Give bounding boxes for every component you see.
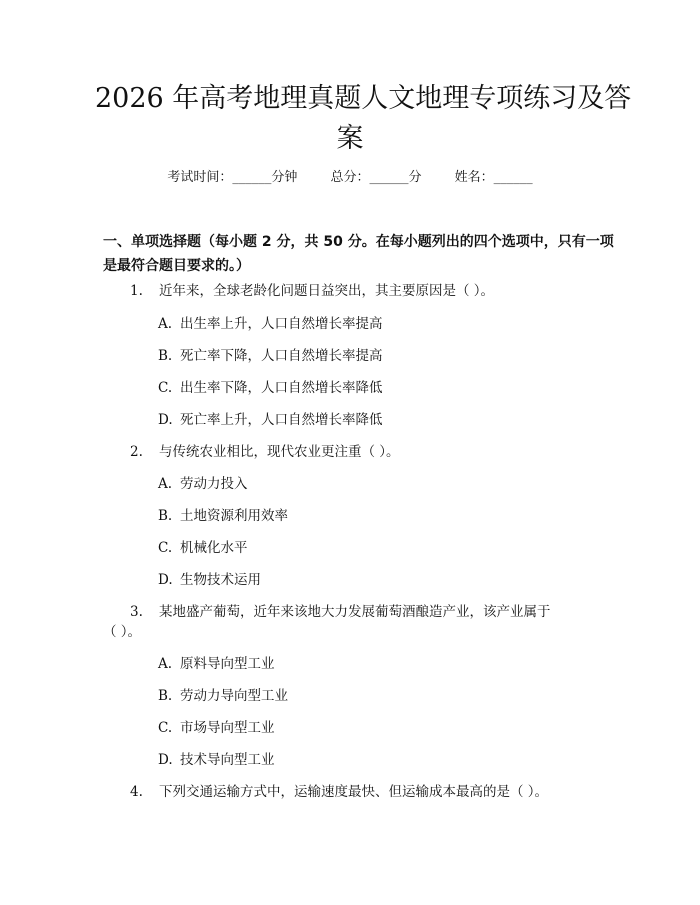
- option-text: 机械化水平: [180, 540, 248, 556]
- option-letter: B.: [158, 508, 173, 524]
- title-line-2: 案: [336, 123, 364, 154]
- option-2b: [158, 506, 288, 526]
- option-1d: [158, 410, 383, 430]
- option-1a: [158, 314, 383, 334]
- option-text: 市场导向型工业: [180, 720, 275, 736]
- option-letter: A.: [158, 316, 173, 332]
- option-1b: [158, 346, 383, 366]
- option-letter: A.: [158, 656, 173, 672]
- option-text: 技术导向型工业: [180, 752, 275, 768]
- option-text: 劳动力投入: [180, 476, 248, 492]
- section-heading-line-1: 一、单项选择题（每小题 2 分，共 50 分。在每小题列出的四个选项中，只有一项: [103, 234, 614, 250]
- option-text: 劳动力导向型工业: [180, 688, 288, 704]
- question-text: 下列交通运输方式中，运输速度最快、但运输成本最高的是（ ）。: [159, 784, 549, 800]
- option-text: 生物技术运用: [180, 572, 261, 588]
- question-number: 3.: [130, 604, 143, 620]
- question-number: 1.: [130, 283, 143, 299]
- question-text: 某地盛产葡萄，近年来该地大力发展葡萄酒酿造产业，该产业属于: [159, 604, 551, 620]
- option-letter: C.: [158, 540, 173, 556]
- option-text: 出生率上升，人口自然增长率提高: [180, 316, 383, 332]
- section-heading: [103, 230, 614, 278]
- option-2c: [158, 538, 248, 558]
- option-letter: B.: [158, 688, 173, 704]
- option-letter: A.: [158, 476, 173, 492]
- name-field: 姓名：______: [454, 170, 533, 185]
- question-number: 4.: [130, 784, 143, 800]
- option-text: 原料导向型工业: [180, 656, 275, 672]
- option-letter: B.: [158, 348, 173, 364]
- page-title: [95, 79, 632, 159]
- option-3c: [158, 718, 275, 738]
- option-letter: C.: [158, 720, 173, 736]
- option-3a: [158, 654, 275, 674]
- section-heading-line-2: 是最符合题目要求的。）: [103, 258, 250, 274]
- option-3b: [158, 686, 288, 706]
- option-letter: D.: [158, 412, 173, 428]
- option-letter: D.: [158, 572, 173, 588]
- exam-meta: [0, 168, 700, 188]
- question-text: 近年来，全球老龄化问题日益突出，其主要原因是（ ）。: [159, 283, 495, 299]
- title-line-1: 2026 年高考地理真题人文地理专项练习及答: [95, 83, 632, 114]
- option-3d: [158, 750, 275, 770]
- option-text: 死亡率上升，人口自然增长率降低: [180, 412, 383, 428]
- score-field: 总分：______分: [330, 170, 422, 185]
- question-number: 2.: [130, 444, 143, 460]
- option-2d: [158, 570, 261, 590]
- question-text: 与传统农业相比，现代农业更注重（ ）。: [159, 444, 400, 460]
- question-3-continuation: （ ）。: [103, 624, 142, 640]
- option-letter: C.: [158, 380, 173, 396]
- time-field: 考试时间：______分钟: [167, 170, 298, 185]
- option-1c: [158, 378, 383, 398]
- option-text: 土地资源利用效率: [180, 508, 288, 524]
- option-text: 出生率下降，人口自然增长率降低: [180, 380, 383, 396]
- option-2a: [158, 474, 248, 494]
- option-text: 死亡率下降，人口自然增长率提高: [180, 348, 383, 364]
- option-letter: D.: [158, 752, 173, 768]
